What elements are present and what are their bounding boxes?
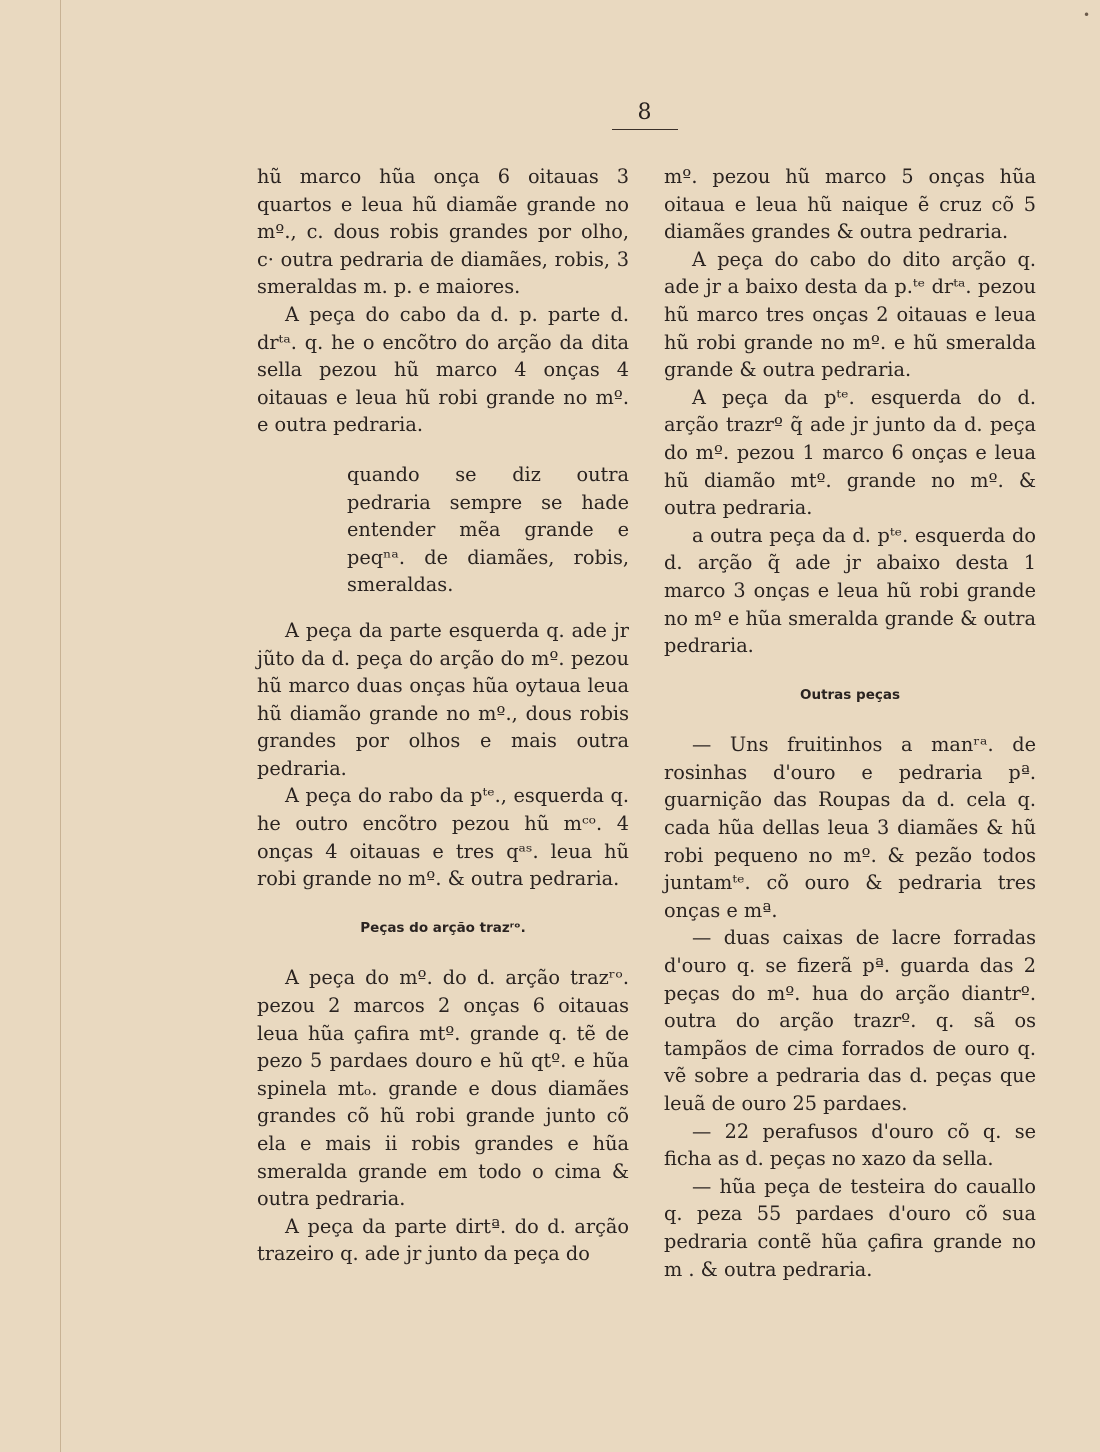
right-column <box>664 163 1036 1283</box>
page-number-rule <box>612 129 678 130</box>
list-item: — duas caixas de lacre forradas d'ouro q. se fizerã pª. guarda das 2 peças do mº. hua do arção diantrº. outra do arção trazrº. q. sã os tampãos de cima forrados de ouro q. vẽ sobre a pedraria das d. peças que leuã de ouro 25 pardaes. <box>664 926 1036 1115</box>
paragraph: a outra peça da d. pᵗᵉ. esquerda do d. arção q̃ ade jr abaixo desta 1 marco 3 onças e leua hũ robi grande no mº e hũa smeralda grande & outra pedraria. <box>664 523 1036 658</box>
note-paragraph: quando se diz outra pedraria sempre se hade entender mẽa grande e peqⁿᵃ. de diamães, robis, smeraldas. <box>347 462 629 597</box>
paragraph: A peça da parte dirtª. do d. arção trazeiro q. ade jr junto da peça do <box>257 1214 629 1266</box>
corner-mark: • <box>1083 8 1091 22</box>
list-item: — Uns fruitinhos a manʳᵃ. de rosinhas d'ouro e pedraria pª. guarnição das Roupas da d. cela q. cada hũa dellas leua 3 diamães & hũ robi pequeno no mº. & pezão todos juntamᵗᵉ. cõ ouro & pedraria tres onças e mª. <box>664 733 1036 922</box>
paragraph: A peça da parte esquerda q. ade jr jũto da d. peça do arção do mº. pezou hũ marco duas onças hũa oytaua leua hũ diamão grande no mº., dous robis grandes por olhos e mais outra pedraria. <box>257 618 629 780</box>
list-item: — 22 perafusos d'ouro cõ q. se ficha as d. peças no xazo da sella. <box>664 1119 1036 1171</box>
binding-edge <box>60 0 61 1452</box>
paragraph: hũ marco hũa onça 6 oitauas 3 quartos e leua hũ diamãe grande no mº., c. dous robis grandes por olho, c· outra pedraria de diamães, robis, 3 smeraldas m. p. e maiores. <box>257 165 629 299</box>
page-number: 8 <box>637 100 653 125</box>
left-column <box>257 163 629 1268</box>
paragraph: A peça do mº. do d. arção trazʳᵒ. pezou 2 marcos 2 onças 6 oitauas leua hũa çafira mtº. grande q. tẽ de pezo 5 pardaes douro e hũ qtº. e hũa spinela mtₒ. grande e dous diamães grandes cõ hũ robi grande junto cõ ela e mais ii robis grandes e hũa smeralda grande em todo o cima & outra pedraria. <box>257 966 629 1211</box>
list-item: — hũa peça de testeira do cauallo q. peza 55 pardaes d'ouro cõ sua pedraria contẽ hũa çafira grande no m . & outra pedraria. <box>664 1174 1036 1281</box>
section-heading: Peças do arção trazʳᵒ. <box>360 919 526 936</box>
paragraph: A peça da pᵗᵉ. esquerda do d. arção trazrº q̃ ade jr junto da d. peça do mº. pezou 1 marco 6 onças e leua hũ diamão mtº. grande no mº. & outra pedraria. <box>664 385 1036 520</box>
paragraph: A peça do rabo da pᵗᵉ., esquerda q. he outro encõtro pezou hũ mᶜᵒ. 4 onças 4 oitauas e tres qᵃˢ. leua hũ robi grande no mº. & outra pedraria. <box>257 784 629 891</box>
paragraph: A peça do cabo do dito arção q. ade jr a baixo desta da p.ᵗᵉ drᵗᵃ. pezou hũ marco tres onças 2 oitauas e leua hũ robi grande no mº. e hũ smeralda grande & outra pedraria. <box>664 247 1036 382</box>
section-heading: Outras peças <box>799 686 900 703</box>
paragraph: mº. pezou hũ marco 5 onças hũa oitaua e leua hũ naique ẽ cruz cõ 5 diamães grandes & outra pedraria. <box>664 165 1036 244</box>
paragraph: A peça do cabo da d. p. parte d. drᵗᵃ. q. he o encõtro do arção da dita sella pezou hũ marco 4 onças 4 oitauas e leua hũ robi grande no mº. e outra pedraria. <box>257 302 629 437</box>
